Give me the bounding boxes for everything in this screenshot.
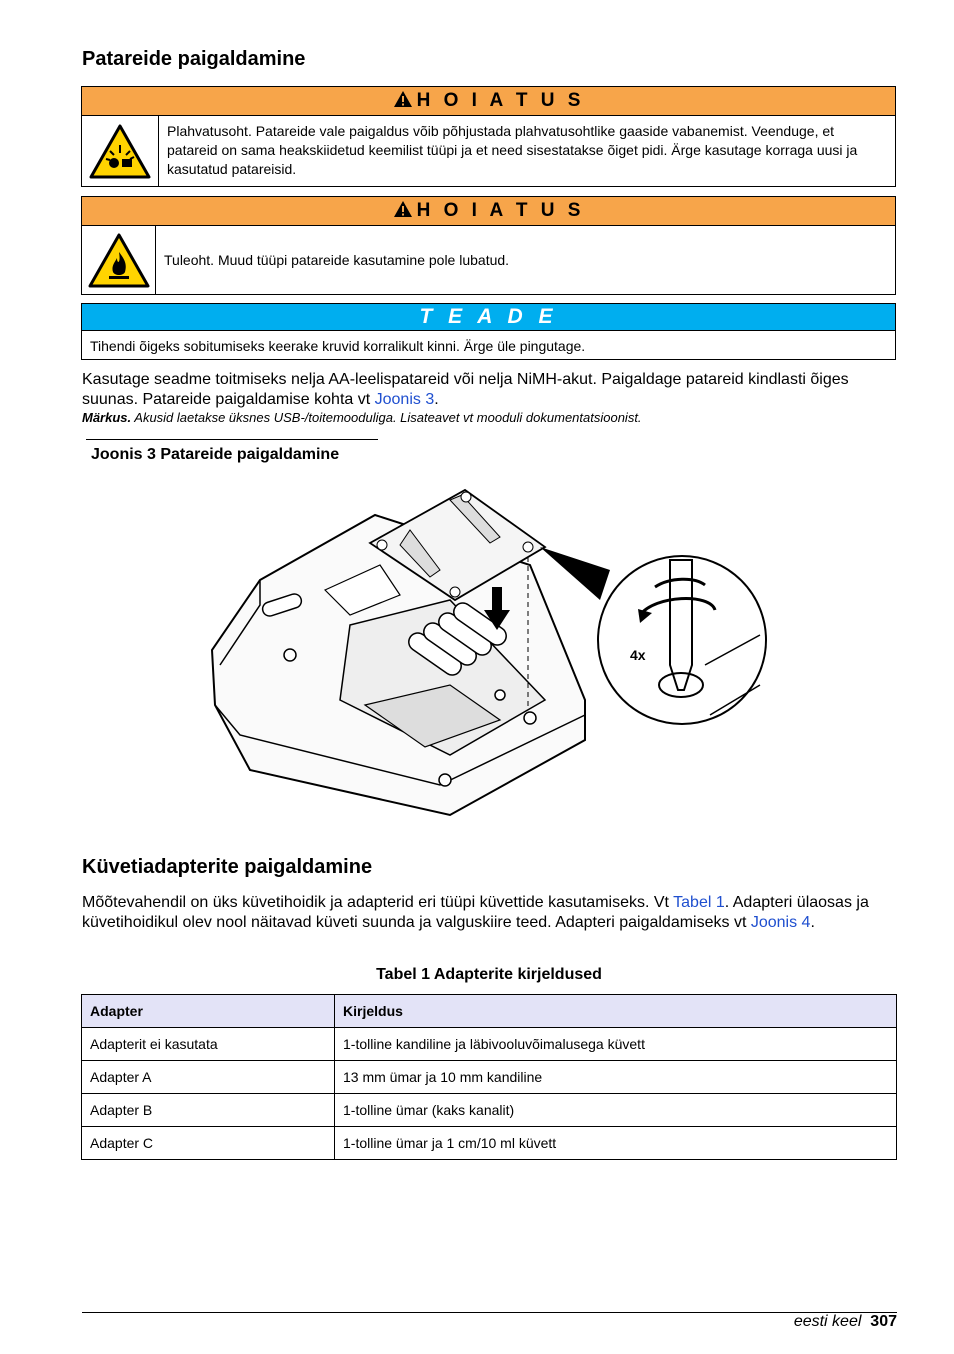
- warning-box-explosion: [81, 86, 896, 187]
- warning-text: Tuleoht. Muud tüüpi patareide kasutamine pole lubatud.: [164, 252, 510, 268]
- table-header-description: Kirjeldus: [335, 995, 897, 1028]
- paragraph-text: Mõõtevahendil on üks küvetihoidik ja adapterid eri tüüpi küvettide kasutamiseks. Vt: [82, 894, 674, 911]
- section-title-adapters: Küvetiadapterite paigaldamine: [82, 856, 373, 878]
- table-cell: 13 mm ümar ja 10 mm kandiline: [335, 1061, 897, 1094]
- paragraph-end: .: [810, 914, 815, 931]
- note-text: Akusid laetakse üksnes USB-/toitemooduliga. Lisateavet vt mooduli dokumentatsioonist.: [131, 410, 642, 425]
- callout-4x: 4x: [630, 647, 646, 663]
- warning-header-label: H O I A T U S: [416, 200, 585, 221]
- footer-rule: [82, 1312, 897, 1313]
- section-title-batteries: Patareide paigaldamine: [82, 48, 306, 70]
- warning-text: Plahvatusoht. Patareide vale paigaldus võib põhjustada plahvatusohtlike gaaside vabanemist. Veenduge, et patareid on sama heakskiidetud keemilist tüüpi ja et need sisestatakse õiget pidi. Ärge kasutage korraga uusi ja kasutatud patareisid.: [167, 123, 858, 177]
- paragraph-end: .: [434, 391, 439, 408]
- fire-hazard-icon: [82, 226, 156, 295]
- table-cell: Adapter B: [82, 1094, 335, 1127]
- table-row: [82, 1061, 897, 1094]
- table-row: [82, 1127, 897, 1160]
- figure-caption-rule: [86, 439, 378, 440]
- notice-text: Tihendi õigeks sobitumiseks keerake kruvid korralikult kinni. Ärge üle pingutage.: [90, 338, 586, 354]
- adapter-table: [81, 994, 897, 1160]
- warning-triangle-icon: [393, 90, 413, 108]
- link-figure-4[interactable]: Joonis 4: [750, 914, 811, 931]
- paragraph-text: Kasutage seadme toitmiseks nelja AA-leelispatareid või nelja NiMH-akut. Paigaldage patareid kindlasti õiges suunas. Patareide paigaldamise kohta vt: [82, 371, 849, 408]
- table-cell: Adapter A: [82, 1061, 335, 1094]
- page-number: 307: [870, 1313, 897, 1330]
- adapter-paragraph: [82, 893, 897, 933]
- warning-box-fire: [81, 196, 896, 295]
- table-cell: 1-tolline kandiline ja läbivooluvõimalusega küvett: [335, 1028, 897, 1061]
- footer: [794, 1313, 897, 1331]
- warning-triangle-icon: [393, 200, 413, 218]
- note: [82, 410, 642, 425]
- link-table-1[interactable]: Tabel 1: [673, 894, 725, 911]
- footer-language: eesti keel: [793, 1313, 862, 1330]
- note-label: Märkus.: [82, 410, 132, 425]
- table-row: [82, 1094, 897, 1127]
- battery-installation-figure: [200, 485, 775, 835]
- table-cell: 1-tolline ümar (kaks kanalit): [335, 1094, 897, 1127]
- table-header-row: [82, 995, 897, 1028]
- battery-paragraph: [82, 370, 897, 410]
- explosion-hazard-icon: [82, 116, 159, 187]
- warning-header: [82, 87, 895, 116]
- table-cell: Adapterit ei kasutata: [82, 1028, 335, 1061]
- table-caption: Tabel 1 Adapterite kirjeldused: [376, 966, 602, 983]
- notice-box: [81, 303, 896, 360]
- notice-header: T E A D E: [82, 304, 895, 331]
- table-row: [82, 1028, 897, 1061]
- warning-header-label: H O I A T U S: [416, 90, 585, 111]
- link-figure-3[interactable]: Joonis 3: [374, 391, 435, 408]
- table-cell: 1-tolline ümar ja 1 cm/10 ml küvett: [335, 1127, 897, 1160]
- paragraph-text: . Adapteri ülaosas ja küvetihoidikul olev nool näitavad küveti suunda ja valguskiire teed. Adapteri paigaldamiseks vt: [82, 894, 869, 931]
- table-header-adapter: Adapter: [82, 995, 335, 1028]
- figure-caption: Joonis 3 Patareide paigaldamine: [91, 446, 340, 463]
- warning-header: [82, 197, 895, 226]
- table-cell: Adapter C: [82, 1127, 335, 1160]
